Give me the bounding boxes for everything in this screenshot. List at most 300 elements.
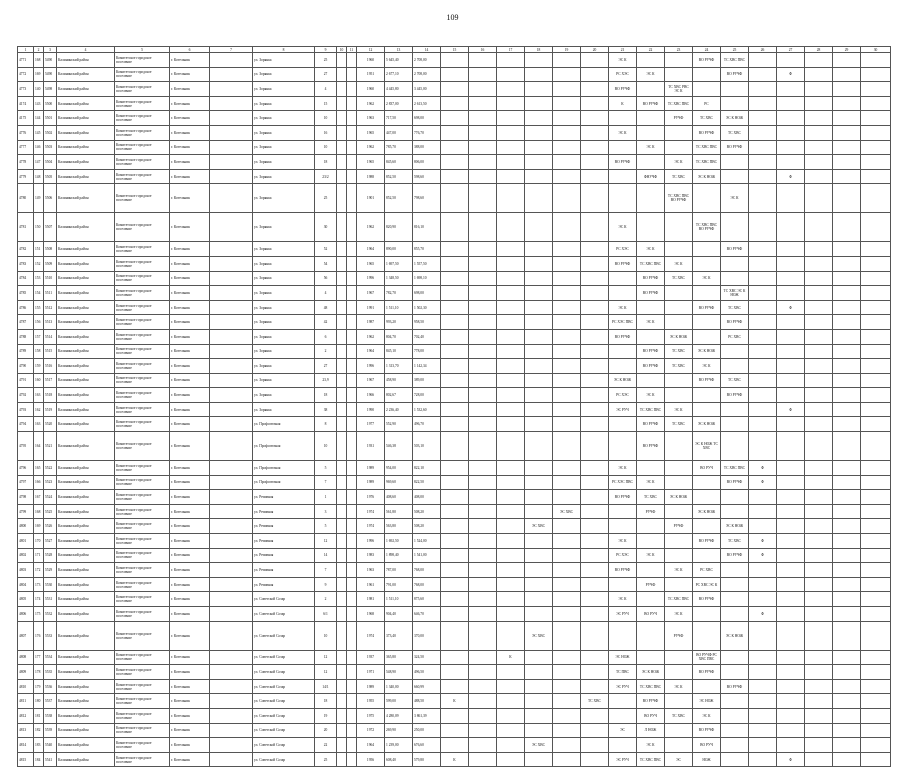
table-cell bbox=[469, 96, 497, 111]
table-cell: 8 bbox=[315, 417, 337, 432]
table-cell bbox=[525, 607, 553, 622]
table-cell: 18 bbox=[315, 155, 337, 170]
table-cell: 5 bbox=[315, 461, 337, 476]
table-cell bbox=[721, 592, 749, 607]
table-cell: 508,20 bbox=[413, 519, 441, 534]
table-cell: 1963 bbox=[357, 563, 385, 578]
table-cell: ТС ХВС bbox=[665, 708, 693, 723]
table-cell bbox=[347, 665, 357, 680]
table-cell bbox=[777, 519, 805, 534]
table-row bbox=[18, 534, 891, 549]
table-cell: ТС ХВС ПВС bbox=[693, 155, 721, 170]
table-cell bbox=[553, 53, 581, 68]
table-cell: 1951 bbox=[357, 67, 385, 82]
table-cell bbox=[861, 169, 891, 184]
table-row bbox=[18, 563, 891, 578]
table-cell bbox=[777, 271, 805, 286]
table-row bbox=[18, 723, 891, 738]
table-cell: ТС ХВС ПВС bbox=[665, 592, 693, 607]
table-cell bbox=[497, 432, 525, 461]
table-cell: 563,80 bbox=[385, 519, 413, 534]
table-cell bbox=[861, 388, 891, 403]
table-cell bbox=[777, 125, 805, 140]
table-cell bbox=[210, 650, 253, 665]
table-cell: 4805 bbox=[18, 592, 34, 607]
table-cell bbox=[553, 708, 581, 723]
table-cell bbox=[441, 256, 469, 271]
table-cell: 768,00 bbox=[413, 577, 441, 592]
table-cell bbox=[337, 242, 347, 257]
table-cell bbox=[777, 504, 805, 519]
table-cell bbox=[581, 402, 609, 417]
table-cell: 904,40 bbox=[385, 607, 413, 622]
table-cell bbox=[497, 723, 525, 738]
table-cell bbox=[749, 125, 777, 140]
table-cell: 1964 bbox=[357, 242, 385, 257]
table-cell: ул. Зорянка bbox=[253, 402, 315, 417]
table-cell bbox=[210, 621, 253, 650]
table-cell bbox=[497, 577, 525, 592]
table-cell: г. Котельник bbox=[170, 708, 210, 723]
table-cell bbox=[861, 708, 891, 723]
table-cell bbox=[833, 184, 861, 213]
table-cell bbox=[469, 344, 497, 359]
table-cell: Калининский район bbox=[57, 577, 115, 592]
table-cell: 676,60 bbox=[413, 738, 441, 753]
table-cell: ВО РУЧФ bbox=[693, 53, 721, 68]
table-cell bbox=[497, 82, 525, 97]
table-cell: ул. Советской Созар bbox=[253, 752, 315, 767]
table-cell: 1 541,00 bbox=[413, 548, 441, 563]
table-cell bbox=[749, 621, 777, 650]
table-cell: 153 bbox=[34, 271, 44, 286]
table-cell: 1 898,40 bbox=[385, 548, 413, 563]
table-cell bbox=[581, 665, 609, 680]
table-cell: 1 692,50 bbox=[385, 534, 413, 549]
table-cell bbox=[637, 519, 665, 534]
table-cell bbox=[861, 329, 891, 344]
table-cell bbox=[347, 577, 357, 592]
table-cell bbox=[553, 271, 581, 286]
table-cell: 20 bbox=[315, 723, 337, 738]
table-cell bbox=[441, 315, 469, 330]
table-row bbox=[18, 125, 891, 140]
table-cell: ЭС РУЧ bbox=[609, 402, 637, 417]
table-cell: 4814 bbox=[18, 738, 34, 753]
column-number: 14 bbox=[413, 47, 441, 53]
table-cell bbox=[805, 344, 833, 359]
table-cell: ул. Профсоюзная bbox=[253, 475, 315, 490]
table-cell: 23/2 bbox=[315, 169, 337, 184]
table-row bbox=[18, 432, 891, 461]
table-cell: 1989 bbox=[357, 461, 385, 476]
table-cell: ТС ХВС bbox=[721, 300, 749, 315]
table-cell bbox=[337, 402, 347, 417]
table-cell: 3 861,39 bbox=[413, 708, 441, 723]
table-cell: 728,00 bbox=[413, 388, 441, 403]
table-cell bbox=[805, 665, 833, 680]
table-cell bbox=[581, 417, 609, 432]
table-row bbox=[18, 592, 891, 607]
table-cell bbox=[469, 125, 497, 140]
table-cell: Комитетское городское поселение bbox=[115, 461, 170, 476]
table-cell bbox=[441, 723, 469, 738]
table-cell: ЭС К НОЖ bbox=[721, 111, 749, 126]
table-cell: 4793 bbox=[18, 402, 34, 417]
table-cell bbox=[665, 140, 693, 155]
table-cell bbox=[861, 242, 891, 257]
table-cell: ЭС К НОЖ bbox=[721, 519, 749, 534]
table-cell bbox=[347, 432, 357, 461]
table-cell bbox=[441, 53, 469, 68]
table-cell: 4787 bbox=[18, 315, 34, 330]
table-cell bbox=[777, 329, 805, 344]
table-cell bbox=[805, 534, 833, 549]
table-cell: ТС ХВС bbox=[721, 373, 749, 388]
table-cell: 148 bbox=[34, 169, 44, 184]
table-cell: Калининский район bbox=[57, 417, 115, 432]
table-cell bbox=[469, 738, 497, 753]
table-cell bbox=[777, 388, 805, 403]
table-cell bbox=[581, 256, 609, 271]
table-cell bbox=[861, 373, 891, 388]
table-cell bbox=[210, 490, 253, 505]
table-cell bbox=[749, 738, 777, 753]
table-cell bbox=[581, 213, 609, 242]
table-cell bbox=[805, 402, 833, 417]
table-cell: 4808 bbox=[18, 650, 34, 665]
table-cell bbox=[777, 621, 805, 650]
table-cell: 10 bbox=[315, 621, 337, 650]
table-cell bbox=[210, 694, 253, 709]
table-cell bbox=[210, 271, 253, 286]
table-cell bbox=[347, 519, 357, 534]
table-cell bbox=[805, 563, 833, 578]
table-cell bbox=[553, 534, 581, 549]
table-cell bbox=[609, 694, 637, 709]
table-cell bbox=[581, 519, 609, 534]
table-cell bbox=[805, 184, 833, 213]
table-cell: ул. Зорянка bbox=[253, 169, 315, 184]
table-cell: Комитетское городское поселение bbox=[115, 402, 170, 417]
table-cell: Комитетское городское поселение bbox=[115, 359, 170, 374]
table-cell bbox=[721, 650, 749, 665]
table-cell bbox=[581, 329, 609, 344]
table-cell bbox=[337, 752, 347, 767]
table-cell: 822,10 bbox=[413, 461, 441, 476]
table-cell bbox=[497, 402, 525, 417]
table-cell: 1901 bbox=[357, 184, 385, 213]
table-cell: 816,10 bbox=[413, 213, 441, 242]
table-cell bbox=[805, 213, 833, 242]
table-cell bbox=[777, 359, 805, 374]
table-cell: ЭС ХВС bbox=[525, 519, 553, 534]
table-cell: Комитетское городское поселение bbox=[115, 504, 170, 519]
table-cell bbox=[805, 256, 833, 271]
table-cell bbox=[861, 140, 891, 155]
table-cell: 54 bbox=[315, 256, 337, 271]
table-cell: 4776 bbox=[18, 125, 34, 140]
table-cell bbox=[609, 344, 637, 359]
table-cell bbox=[665, 213, 693, 242]
table-cell bbox=[210, 519, 253, 534]
table-cell bbox=[441, 359, 469, 374]
table-cell: Ф bbox=[749, 475, 777, 490]
table-cell: 1981 bbox=[357, 592, 385, 607]
table-cell bbox=[833, 708, 861, 723]
table-cell bbox=[347, 315, 357, 330]
table-cell bbox=[665, 534, 693, 549]
table-cell bbox=[553, 402, 581, 417]
table-cell bbox=[497, 388, 525, 403]
table-cell bbox=[441, 607, 469, 622]
table-cell bbox=[469, 67, 497, 82]
table-cell bbox=[525, 256, 553, 271]
table-cell bbox=[497, 53, 525, 68]
table-cell bbox=[469, 388, 497, 403]
table-cell bbox=[861, 679, 891, 694]
table-cell bbox=[525, 329, 553, 344]
table-cell bbox=[553, 111, 581, 126]
table-cell bbox=[553, 96, 581, 111]
table-cell bbox=[861, 461, 891, 476]
table-cell: Калининский район bbox=[57, 359, 115, 374]
table-cell: 1 511,10 bbox=[385, 592, 413, 607]
table-cell bbox=[553, 329, 581, 344]
table-cell bbox=[553, 169, 581, 184]
table-cell: г. Котельник bbox=[170, 402, 210, 417]
table-cell bbox=[441, 432, 469, 461]
table-cell: 1962 bbox=[357, 140, 385, 155]
table-cell: 145 bbox=[34, 125, 44, 140]
table-cell: 4782 bbox=[18, 242, 34, 257]
table-cell bbox=[553, 577, 581, 592]
table-cell: 4780 bbox=[18, 184, 34, 213]
table-cell bbox=[721, 359, 749, 374]
table-cell: ВО РУЧ bbox=[637, 607, 665, 622]
table-cell bbox=[553, 184, 581, 213]
table-cell bbox=[665, 504, 693, 519]
table-cell bbox=[210, 213, 253, 242]
table-cell bbox=[525, 111, 553, 126]
table-cell bbox=[805, 300, 833, 315]
table-cell bbox=[721, 708, 749, 723]
table-cell bbox=[469, 359, 497, 374]
table-cell: ТС ХВС ПВС bbox=[721, 461, 749, 476]
table-cell bbox=[441, 504, 469, 519]
table-cell bbox=[777, 665, 805, 680]
table-cell: 4800 bbox=[18, 519, 34, 534]
table-cell: Калининский район bbox=[57, 256, 115, 271]
table-cell bbox=[553, 694, 581, 709]
table-cell: Калининский район bbox=[57, 388, 115, 403]
table-cell bbox=[665, 694, 693, 709]
table-cell: ул. Зорянка bbox=[253, 286, 315, 301]
table-cell bbox=[749, 650, 777, 665]
table-cell: г. Котельник bbox=[170, 548, 210, 563]
table-cell: 791,00 bbox=[385, 577, 413, 592]
table-cell bbox=[525, 504, 553, 519]
table-cell bbox=[497, 256, 525, 271]
table-cell bbox=[777, 563, 805, 578]
table-cell: РУЧФ bbox=[665, 519, 693, 534]
table-cell: 159 bbox=[34, 359, 44, 374]
table-cell bbox=[469, 592, 497, 607]
table-cell bbox=[805, 490, 833, 505]
table-cell bbox=[609, 577, 637, 592]
table-cell: 16 bbox=[315, 125, 337, 140]
table-cell bbox=[861, 315, 891, 330]
table-row bbox=[18, 344, 891, 359]
column-number: 3 bbox=[44, 47, 57, 53]
table-cell bbox=[665, 577, 693, 592]
table-row bbox=[18, 300, 891, 315]
table-cell: Комитетское городское поселение bbox=[115, 140, 170, 155]
table-cell bbox=[553, 82, 581, 97]
column-number: 9 bbox=[315, 47, 337, 53]
table-cell bbox=[665, 475, 693, 490]
table-cell: ЭС РУЧ bbox=[609, 752, 637, 767]
table-cell bbox=[637, 155, 665, 170]
table-cell: ЭС НОЖ bbox=[693, 694, 721, 709]
table-cell: ЭС К НОЖ bbox=[637, 665, 665, 680]
table-cell: 150 bbox=[34, 213, 44, 242]
table-cell bbox=[805, 67, 833, 82]
table-cell bbox=[210, 563, 253, 578]
table-cell: 23,9 bbox=[315, 373, 337, 388]
table-cell bbox=[469, 694, 497, 709]
table-cell bbox=[861, 417, 891, 432]
table-cell bbox=[347, 708, 357, 723]
table-cell bbox=[861, 577, 891, 592]
table-cell bbox=[749, 315, 777, 330]
table-cell: 4781 bbox=[18, 213, 34, 242]
table-cell bbox=[637, 621, 665, 650]
table-cell: ЭС К НОЖ bbox=[693, 169, 721, 184]
table-cell: Калининский район bbox=[57, 96, 115, 111]
table-cell: ТС ХВС ПВС bbox=[637, 679, 665, 694]
table-cell: 5511 bbox=[44, 286, 57, 301]
table-cell: Комитетское городское поселение bbox=[115, 432, 170, 461]
table-cell bbox=[637, 329, 665, 344]
table-cell bbox=[777, 53, 805, 68]
table-cell bbox=[469, 577, 497, 592]
table-cell: ВО РУЧФ bbox=[693, 300, 721, 315]
table-cell: 163 bbox=[34, 417, 44, 432]
table-cell: Комитетское городское поселение bbox=[115, 679, 170, 694]
table-cell bbox=[469, 679, 497, 694]
table-row bbox=[18, 155, 891, 170]
table-cell bbox=[637, 592, 665, 607]
table-cell: 5490 bbox=[44, 67, 57, 82]
table-cell: РС ХЭС bbox=[609, 242, 637, 257]
table-cell bbox=[347, 140, 357, 155]
table-cell bbox=[749, 155, 777, 170]
table-cell bbox=[441, 169, 469, 184]
table-cell bbox=[525, 563, 553, 578]
table-cell: К bbox=[441, 694, 469, 709]
table-cell bbox=[210, 665, 253, 680]
table-cell: г. Котельник bbox=[170, 432, 210, 461]
table-cell: 19 bbox=[315, 708, 337, 723]
table-cell bbox=[210, 184, 253, 213]
table-cell: ул. Речивная bbox=[253, 577, 315, 592]
table-cell bbox=[721, 665, 749, 680]
table-cell: 4175 bbox=[18, 111, 34, 126]
table-cell bbox=[497, 96, 525, 111]
table-cell: Калининский район bbox=[57, 461, 115, 476]
table-cell bbox=[210, 388, 253, 403]
table-cell: РС ХЭС bbox=[609, 548, 637, 563]
table-cell: ТС ХВС ПВС bbox=[637, 752, 665, 767]
column-number: 26 bbox=[749, 47, 777, 53]
table-cell bbox=[861, 490, 891, 505]
table-cell bbox=[721, 490, 749, 505]
table-cell: 2 708,00 bbox=[413, 53, 441, 68]
table-row bbox=[18, 82, 891, 97]
table-cell: ЭС К bbox=[637, 140, 665, 155]
table-cell: г. Котельник bbox=[170, 388, 210, 403]
table-cell: 155 bbox=[34, 300, 44, 315]
column-number: 21 bbox=[609, 47, 637, 53]
table-cell bbox=[721, 432, 749, 461]
table-cell bbox=[749, 665, 777, 680]
table-cell bbox=[833, 417, 861, 432]
table-cell bbox=[497, 300, 525, 315]
housing-register-table bbox=[17, 46, 891, 767]
table-cell bbox=[525, 752, 553, 767]
table-row bbox=[18, 169, 891, 184]
table-cell: 4771 bbox=[18, 53, 34, 68]
table-cell bbox=[497, 752, 525, 767]
table-cell: г. Котельник bbox=[170, 242, 210, 257]
table-cell: Ф bbox=[749, 534, 777, 549]
table-cell bbox=[833, 286, 861, 301]
table-cell: ул. Зорянка bbox=[253, 242, 315, 257]
table-cell: 370,00 bbox=[413, 621, 441, 650]
table-cell bbox=[497, 461, 525, 476]
table-cell bbox=[441, 344, 469, 359]
table-cell bbox=[749, 752, 777, 767]
table-cell: ЭС К bbox=[665, 679, 693, 694]
table-cell bbox=[497, 344, 525, 359]
table-cell bbox=[637, 111, 665, 126]
table-cell: Комитетское городское поселение bbox=[115, 752, 170, 767]
table-cell: Комитетское городское поселение bbox=[115, 213, 170, 242]
table-cell: К bbox=[497, 650, 525, 665]
column-number: 12 bbox=[357, 47, 385, 53]
table-cell bbox=[609, 359, 637, 374]
table-cell: 10 bbox=[315, 432, 337, 461]
table-cell: 5528 bbox=[44, 548, 57, 563]
table-row bbox=[18, 96, 891, 111]
table-cell: 561,80 bbox=[385, 504, 413, 519]
table-cell: 5502 bbox=[44, 125, 57, 140]
table-cell: 182 bbox=[34, 723, 44, 738]
table-cell bbox=[861, 286, 891, 301]
table-cell: 4798 bbox=[18, 490, 34, 505]
table-cell bbox=[347, 621, 357, 650]
table-cell bbox=[581, 621, 609, 650]
table-cell bbox=[441, 184, 469, 213]
table-cell: 170 bbox=[34, 534, 44, 549]
table-cell bbox=[525, 82, 553, 97]
table-cell: Комитетское городское поселение bbox=[115, 184, 170, 213]
table-cell: г. Котельник bbox=[170, 461, 210, 476]
table-cell bbox=[497, 621, 525, 650]
table-cell bbox=[693, 607, 721, 622]
table-cell: 1962 bbox=[357, 96, 385, 111]
